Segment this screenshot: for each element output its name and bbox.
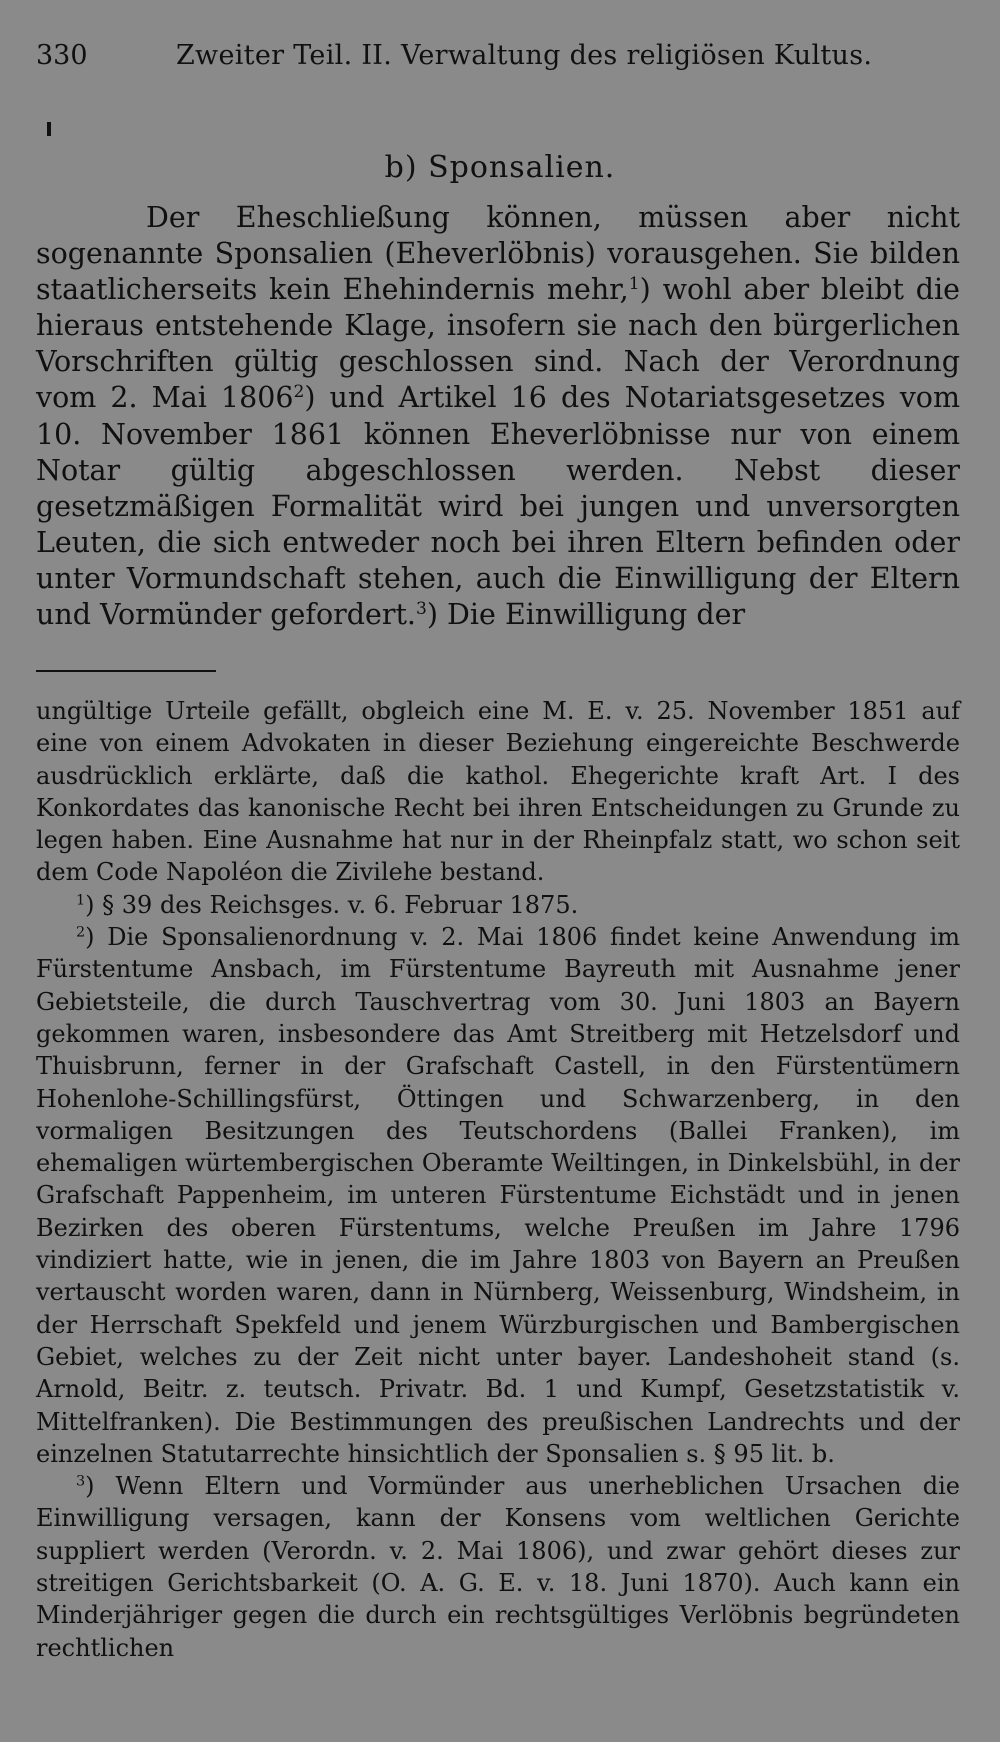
- footnote-ref: 2: [293, 382, 305, 403]
- print-mark: [47, 122, 51, 136]
- footnote-marker: 2: [76, 924, 86, 941]
- footnote-marker: 3: [76, 1473, 86, 1490]
- section-heading: b) Sponsalien.: [384, 150, 616, 185]
- page-number: 330: [36, 40, 88, 71]
- footnote-marker: 1: [76, 892, 86, 909]
- footnote-text: ) Wenn Eltern und Vormünder aus unerheblichen Ursachen die Einwilligung versagen, kann der Konsens vom weltlichen Gerichte suppliert werden (Verordn. v. 2. Mai 1806), und zwar gehört dieses zur streitigen Gerichtsbarkeit (O. A. G. E. v. 18. Juni 1870). Auch kann ein Minderjähriger gegen die durch ein rechtsgültiges Verlöbnis begründeten rechtlichen: [36, 1472, 960, 1662]
- footnote-3: [36, 1470, 960, 1664]
- paragraph-text: ) und Artikel 16 des Notariatsgesetzes vom 10. November 1861 können Eheverlöbnisse nur von einem Notar gültig abgeschlossen werden. Nebst dieser gesetzmäßigen Formalität wird bei jungen und unversorgten Leuten, die sich entweder noch bei ihren Eltern befinden oder unter Vormundschaft stehen, auch die Einwilligung der Eltern und Vormünder gefordert.: [36, 381, 960, 632]
- footnotes: [36, 695, 960, 1664]
- main-paragraph: [36, 200, 960, 633]
- footnote-1: [36, 889, 960, 921]
- footnote-text: ) § 39 des Reichsges. v. 6. Februar 1875.: [85, 890, 579, 919]
- paragraph-text: Der Eheschließung können, müssen aber nicht sogenannte Sponsalien (Eheverlöbnis) vorausgehen. Sie bilden staatlicherseits kein Ehehindernis mehr,: [36, 201, 960, 307]
- page-header: [36, 36, 936, 76]
- footnote-continuation: ungültige Urteile gefällt, obgleich eine M. E. v. 25. November 1851 auf eine von einem Advokaten in dieser Beziehung eingereichte Beschwerde ausdrücklich erklärte, daß die kathol. Ehegerichte kraft Art. I des Konkordates das kanonische Recht bei ihren Entscheidungen zu Grunde zu legen haben. Eine Ausnahme hat nur in der Rheinpfalz statt, wo schon seit dem Code Napoléon die Zivilehe bestand.: [36, 697, 960, 887]
- footnote-2: [36, 921, 960, 1470]
- paragraph-text: ) Die Einwilligung der: [426, 598, 746, 632]
- running-title: Zweiter Teil. II. Verwaltung des religiösen Kultus.: [176, 40, 873, 71]
- footnote-ref: 1: [628, 273, 640, 294]
- paragraph-text: ) wohl aber bleibt die hieraus entstehende Klage, insofern sie nach den bürgerlichen Vorschriften gültig geschlossen sind. Nach der Verordnung vom 2. Mai 1806: [36, 273, 960, 415]
- footnote-divider: [36, 670, 216, 672]
- footnote-text: ) Die Sponsalienordnung v. 2. Mai 1806 findet keine Anwendung im Fürstentume Ansbach, im Fürstentume Bayreuth mit Ausnahme jener Gebietsteile, die durch Tauschvertrag vom 30. Juni 1803 an Bayern gekommen waren, insbesondere das Amt Streitberg mit Hetzelsdorf und Thuisbrunn, ferner in der Grafschaft Castell, in den Fürstentümern Hohenlohe-Schillingsfürst, Öttingen und Schwarzenberg, in den vormaligen Besitzungen des Teutschordens (Ballei Franken), im ehemaligen würtembergischen Oberamte Weiltingen, in Dinkelsbühl, in der Grafschaft Pappenheim, im unteren Fürstentume Eichstädt und in jenen Bezirken des oberen Fürstentums, welche Preußen im Jahre 1796 vindiziert hatte, wie in jenen, die im Jahre 1803 von Bayern an Preußen vertauscht worden waren, dann in Nürnberg, Weissenburg, Windsheim, in der Herrschaft Spekfeld und jenem Würzburgischen und Bambergischen Gebiet, welches zu der Zeit nicht unter bayer. Landeshoheit stand (s. Arnold, Beitr. z. teutsch. Privatr. Bd. 1 und Kumpf, Gesetzstatistik v. Mittelfranken). Die Bestimmungen des preußischen Landrechts und der einzelnen Statutarrechte hinsichtlich der Sponsalien s. § 95 lit. b.: [36, 923, 960, 1468]
- footnote-ref: 3: [415, 598, 427, 619]
